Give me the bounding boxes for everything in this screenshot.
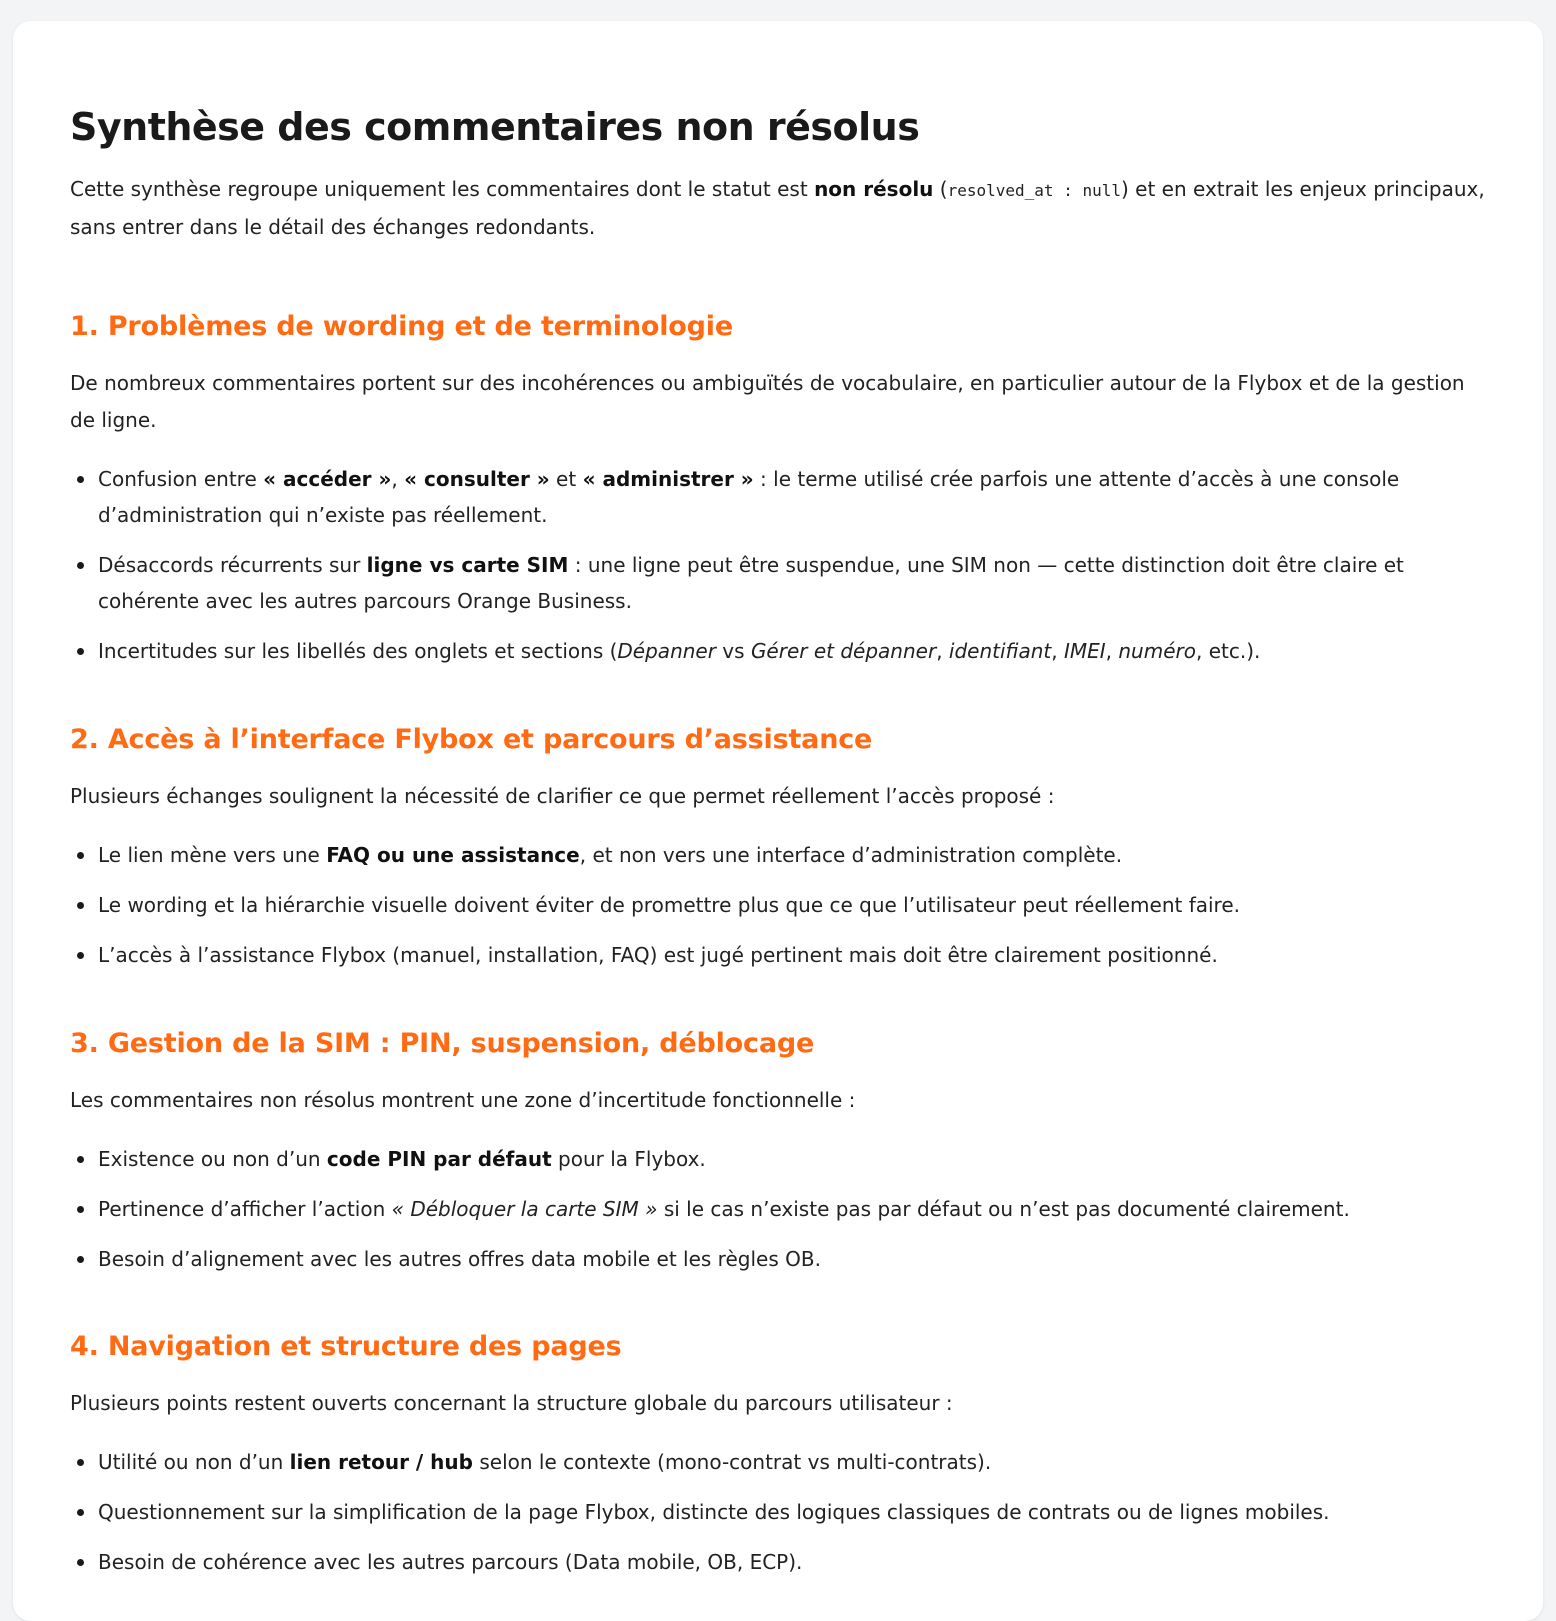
- document-content: [70, 101, 1490, 1574]
- intro-text: Cette synthèse regroupe uniquement les commentaires dont le statut est: [70, 177, 815, 201]
- section-3: [70, 1024, 1490, 1277]
- list-item: Utilité ou non d’un lien retour / hub selon le contexte (mono-contrat vs multi-contrats).: [70, 1444, 1490, 1480]
- section-paragraph: De nombreux commentaires portent sur des incohérences ou ambiguïtés de vocabulaire, en particulier autour de la Flybox et de la gestion de ligne.: [70, 371, 1465, 432]
- intro-bold: non résolu: [814, 177, 934, 201]
- list-item: L’accès à l’assistance Flybox (manuel, installation, FAQ) est jugé pertinent mais doit être clairement positionné.: [70, 937, 1490, 973]
- list-item: Le lien mène vers une FAQ ou une assistance, et non vers une interface d’administration complète.: [70, 837, 1490, 873]
- section-list: [70, 1444, 1490, 1580]
- intro-code: resolved_at : null: [947, 181, 1121, 200]
- section-heading: 1. Problèmes de wording et de terminologie: [70, 311, 733, 342]
- list-item: Questionnement sur la simplification de la page Flybox, distincte des logiques classiques de contrats ou de lignes mobiles.: [70, 1494, 1490, 1530]
- intro-text: (: [933, 177, 948, 201]
- list-item: Besoin d’alignement avec les autres offres data mobile et les règles OB.: [70, 1241, 1490, 1277]
- intro-text: ) et en extrait les enjeux principaux, sans entrer dans le détail des échanges redondants.: [70, 177, 1485, 239]
- intro-paragraph: [70, 171, 1490, 246]
- document-card: [13, 21, 1543, 1621]
- section-4: [70, 1327, 1490, 1580]
- section-paragraph: Plusieurs échanges soulignent la nécessité de clarifier ce que permet réellement l’accès proposé :: [70, 784, 1055, 808]
- list-item: Confusion entre « accéder », « consulter » et « administrer » : le terme utilisé crée parfois une attente d’accès à une console d’administration qui n’existe pas réellement.: [70, 461, 1490, 533]
- section-paragraph: Plusieurs points restent ouverts concernant la structure globale du parcours utilisateur :: [70, 1391, 953, 1415]
- section-paragraph: Les commentaires non résolus montrent une zone d’incertitude fonctionnelle :: [70, 1088, 856, 1112]
- list-item: Le wording et la hiérarchie visuelle doivent éviter de promettre plus que ce que l’utilisateur peut réellement faire.: [70, 887, 1490, 923]
- list-item: Incertitudes sur les libellés des onglets et sections (Dépanner vs Gérer et dépanner, identifiant, IMEI, numéro, etc.).: [70, 633, 1490, 669]
- section-heading: 3. Gestion de la SIM : PIN, suspension, déblocage: [70, 1028, 815, 1059]
- page-title: Synthèse des commentaires non résolus: [70, 105, 920, 149]
- list-item: Existence ou non d’un code PIN par défaut pour la Flybox.: [70, 1141, 1490, 1177]
- section-list: [70, 1141, 1490, 1277]
- section-1: [70, 307, 1490, 669]
- list-item: Besoin de cohérence avec les autres parcours (Data mobile, OB, ECP).: [70, 1544, 1490, 1580]
- section-heading: 4. Navigation et structure des pages: [70, 1331, 622, 1362]
- section-2: [70, 720, 1490, 973]
- section-list: [70, 837, 1490, 973]
- section-list: [70, 461, 1490, 669]
- list-item: Pertinence d’afficher l’action « Débloquer la carte SIM » si le cas n’existe pas par défaut ou n’est pas documenté clairement.: [70, 1191, 1490, 1227]
- list-item: Désaccords récurrents sur ligne vs carte SIM : une ligne peut être suspendue, une SIM non — cette distinction doit être claire et cohérente avec les autres parcours Orange Business.: [70, 547, 1490, 619]
- section-heading: 2. Accès à l’interface Flybox et parcours d’assistance: [70, 724, 873, 755]
